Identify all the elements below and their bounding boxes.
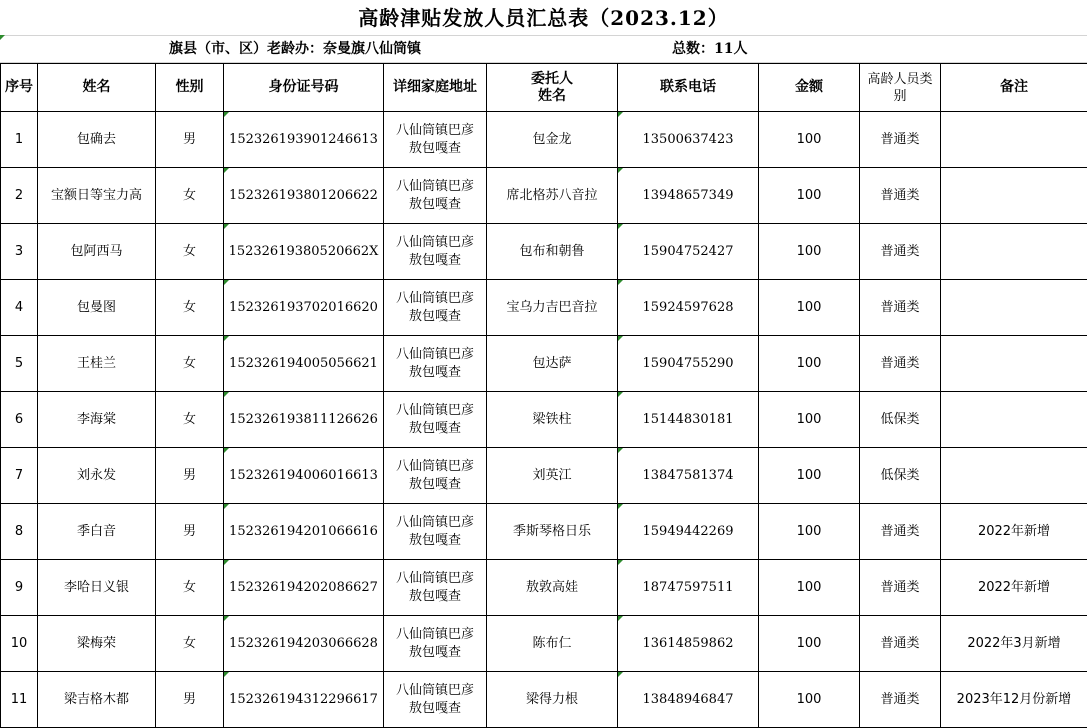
cell-proxy[interactable]: 包金龙 bbox=[487, 112, 618, 168]
table-row bbox=[1, 672, 1087, 728]
cell-proxy[interactable]: 敖敦高娃 bbox=[487, 560, 618, 616]
roster-body bbox=[1, 112, 1087, 728]
cell-phone[interactable]: 13848946847 bbox=[618, 672, 759, 728]
cell-no[interactable]: 8 bbox=[1, 504, 38, 560]
cell-id-number[interactable]: 152326194312296617 bbox=[224, 672, 384, 728]
cell-note[interactable] bbox=[941, 392, 1087, 448]
cell-amount[interactable]: 100 bbox=[759, 504, 860, 560]
cell-name[interactable]: 梁吉格木都 bbox=[38, 672, 156, 728]
cell-marker-icon bbox=[0, 35, 5, 40]
cell-gender[interactable]: 女 bbox=[156, 616, 224, 672]
cell-note[interactable] bbox=[941, 448, 1087, 504]
cell-no[interactable]: 4 bbox=[1, 280, 38, 336]
total-count: 总数：11人 bbox=[672, 41, 748, 57]
cell-gender[interactable]: 女 bbox=[156, 280, 224, 336]
address-line: 八仙筒镇巴彦 bbox=[395, 682, 474, 698]
cell-amount[interactable]: 100 bbox=[759, 168, 860, 224]
cell-id-number[interactable]: 15232619380520662X bbox=[224, 224, 384, 280]
address-line: 八仙筒镇巴彦 bbox=[395, 178, 474, 194]
address-line: 八仙筒镇巴彦 bbox=[395, 570, 474, 586]
cell-id-number[interactable]: 152326194203066628 bbox=[224, 616, 384, 672]
cell-amount[interactable]: 100 bbox=[759, 448, 860, 504]
address-line: 八仙筒镇巴彦 bbox=[395, 290, 474, 306]
cell-phone[interactable]: 13948657349 bbox=[618, 168, 759, 224]
cell-amount[interactable]: 100 bbox=[759, 560, 860, 616]
cell-address[interactable] bbox=[384, 392, 487, 448]
cell-name[interactable]: 包阿西马 bbox=[38, 224, 156, 280]
cell-gender[interactable]: 男 bbox=[156, 448, 224, 504]
address-line: 敖包嘎查 bbox=[408, 252, 461, 268]
info-row bbox=[0, 36, 1087, 63]
address-line: 八仙筒镇巴彦 bbox=[395, 626, 474, 642]
table-row bbox=[1, 448, 1087, 504]
header-phone[interactable]: 联系电话 bbox=[618, 64, 759, 112]
cell-address[interactable] bbox=[384, 504, 487, 560]
header-category[interactable] bbox=[860, 64, 941, 112]
cell-id-number[interactable]: 152326193702016620 bbox=[224, 280, 384, 336]
address-line: 敖包嘎查 bbox=[408, 420, 461, 436]
cell-amount[interactable]: 100 bbox=[759, 336, 860, 392]
cell-phone[interactable]: 15949442269 bbox=[618, 504, 759, 560]
address-line: 八仙筒镇巴彦 bbox=[395, 458, 474, 474]
cell-amount[interactable]: 100 bbox=[759, 224, 860, 280]
cell-id-number[interactable]: 152326193801206622 bbox=[224, 168, 384, 224]
cell-name[interactable]: 宝额日等宝力高 bbox=[38, 168, 156, 224]
cell-amount[interactable]: 100 bbox=[759, 616, 860, 672]
cell-phone[interactable]: 13500637423 bbox=[618, 112, 759, 168]
cell-name[interactable]: 刘永发 bbox=[38, 448, 156, 504]
cell-note[interactable] bbox=[941, 168, 1087, 224]
cell-address[interactable] bbox=[384, 168, 487, 224]
cell-amount[interactable]: 100 bbox=[759, 672, 860, 728]
table-row bbox=[1, 280, 1087, 336]
address-line: 敖包嘎查 bbox=[408, 588, 461, 604]
sheet-title: 高龄津贴发放人员汇总表（2023.12） bbox=[0, 0, 1087, 36]
address-line: 敖包嘎查 bbox=[408, 308, 461, 324]
cell-proxy[interactable]: 包达萨 bbox=[487, 336, 618, 392]
cell-proxy[interactable]: 季斯琴格日乐 bbox=[487, 504, 618, 560]
cell-amount[interactable]: 100 bbox=[759, 112, 860, 168]
cell-id-number[interactable]: 152326193811126626 bbox=[224, 392, 384, 448]
cell-name[interactable]: 包曼图 bbox=[38, 280, 156, 336]
cell-category[interactable]: 普通类 bbox=[860, 616, 941, 672]
cell-id-number[interactable]: 152326194005056621 bbox=[224, 336, 384, 392]
cell-gender[interactable]: 男 bbox=[156, 112, 224, 168]
address-line: 敖包嘎查 bbox=[408, 196, 461, 212]
header-amount[interactable]: 金额 bbox=[759, 64, 860, 112]
cell-gender[interactable]: 男 bbox=[156, 672, 224, 728]
cell-no[interactable]: 6 bbox=[1, 392, 38, 448]
area-label: 旗县（市、区）老龄办：奈曼旗八仙筒镇 bbox=[169, 41, 421, 57]
cell-name[interactable]: 王桂兰 bbox=[38, 336, 156, 392]
address-line: 敖包嘎查 bbox=[408, 644, 461, 660]
cell-address[interactable] bbox=[384, 672, 487, 728]
cell-proxy[interactable]: 梁得力根 bbox=[487, 672, 618, 728]
cell-note[interactable] bbox=[941, 224, 1087, 280]
cell-category[interactable]: 普通类 bbox=[860, 672, 941, 728]
table-row bbox=[1, 504, 1087, 560]
cell-note[interactable] bbox=[941, 112, 1087, 168]
address-line: 敖包嘎查 bbox=[408, 476, 461, 492]
cell-phone[interactable]: 18747597511 bbox=[618, 560, 759, 616]
cell-note[interactable] bbox=[941, 336, 1087, 392]
cell-note[interactable]: 2022年新增 bbox=[941, 560, 1087, 616]
cell-category[interactable]: 低保类 bbox=[860, 448, 941, 504]
cell-no[interactable]: 5 bbox=[1, 336, 38, 392]
cell-category[interactable]: 普通类 bbox=[860, 280, 941, 336]
cell-note[interactable]: 2022年3月新增 bbox=[941, 616, 1087, 672]
header-note[interactable]: 备注 bbox=[941, 64, 1087, 112]
cell-proxy[interactable]: 席北格苏八音拉 bbox=[487, 168, 618, 224]
cell-no[interactable]: 2 bbox=[1, 168, 38, 224]
cell-no[interactable]: 1 bbox=[1, 112, 38, 168]
cell-gender[interactable]: 女 bbox=[156, 560, 224, 616]
table-row bbox=[1, 616, 1087, 672]
cell-gender[interactable]: 女 bbox=[156, 336, 224, 392]
cell-proxy[interactable]: 陈布仁 bbox=[487, 616, 618, 672]
header-proxy-line1: 委托人 bbox=[531, 70, 573, 87]
cell-phone[interactable]: 15144830181 bbox=[618, 392, 759, 448]
address-line: 八仙筒镇巴彦 bbox=[395, 514, 474, 530]
cell-name[interactable]: 梁梅荣 bbox=[38, 616, 156, 672]
cell-name[interactable]: 季白音 bbox=[38, 504, 156, 560]
header-category-line2: 别 bbox=[893, 88, 907, 104]
cell-category[interactable]: 普通类 bbox=[860, 336, 941, 392]
header-id[interactable]: 身份证号码 bbox=[224, 64, 384, 112]
cell-gender[interactable]: 男 bbox=[156, 504, 224, 560]
cell-phone[interactable]: 13614859862 bbox=[618, 616, 759, 672]
cell-address[interactable] bbox=[384, 112, 487, 168]
address-line: 敖包嘎查 bbox=[408, 364, 461, 380]
cell-gender[interactable]: 女 bbox=[156, 224, 224, 280]
cell-phone[interactable]: 15924597628 bbox=[618, 280, 759, 336]
cell-category[interactable]: 普通类 bbox=[860, 112, 941, 168]
cell-no[interactable]: 3 bbox=[1, 224, 38, 280]
cell-no[interactable]: 11 bbox=[1, 672, 38, 728]
cell-category[interactable]: 低保类 bbox=[860, 392, 941, 448]
cell-gender[interactable]: 女 bbox=[156, 392, 224, 448]
address-line: 八仙筒镇巴彦 bbox=[395, 402, 474, 418]
header-proxy[interactable] bbox=[487, 64, 618, 112]
header-name[interactable]: 姓名 bbox=[38, 64, 156, 112]
cell-phone[interactable]: 15904755290 bbox=[618, 336, 759, 392]
cell-gender[interactable]: 女 bbox=[156, 168, 224, 224]
cell-phone[interactable]: 13847581374 bbox=[618, 448, 759, 504]
table-row bbox=[1, 560, 1087, 616]
cell-no[interactable]: 10 bbox=[1, 616, 38, 672]
cell-address[interactable] bbox=[384, 448, 487, 504]
address-line: 八仙筒镇巴彦 bbox=[395, 122, 474, 138]
address-line: 八仙筒镇巴彦 bbox=[395, 346, 474, 362]
roster-table bbox=[0, 63, 1087, 728]
cell-name[interactable]: 包确去 bbox=[38, 112, 156, 168]
cell-name[interactable]: 李海棠 bbox=[38, 392, 156, 448]
address-line: 敖包嘎查 bbox=[408, 532, 461, 548]
cell-category[interactable]: 普通类 bbox=[860, 168, 941, 224]
cell-note[interactable]: 2022年新增 bbox=[941, 504, 1087, 560]
cell-amount[interactable]: 100 bbox=[759, 280, 860, 336]
header-category-line1: 高龄人员类 bbox=[867, 71, 933, 87]
header-proxy-line2: 姓名 bbox=[538, 87, 566, 104]
cell-note[interactable] bbox=[941, 280, 1087, 336]
table-row bbox=[1, 168, 1087, 224]
cell-category[interactable]: 普通类 bbox=[860, 224, 941, 280]
table-row bbox=[1, 112, 1087, 168]
table-row bbox=[1, 224, 1087, 280]
cell-proxy[interactable]: 包布和朝鲁 bbox=[487, 224, 618, 280]
cell-proxy[interactable]: 梁铁柱 bbox=[487, 392, 618, 448]
cell-note[interactable]: 2023年12月份新增 bbox=[941, 672, 1087, 728]
cell-phone[interactable]: 15904752427 bbox=[618, 224, 759, 280]
header-no[interactable]: 序号 bbox=[1, 64, 38, 112]
cell-proxy[interactable]: 宝乌力吉巴音拉 bbox=[487, 280, 618, 336]
cell-no[interactable]: 9 bbox=[1, 560, 38, 616]
cell-category[interactable]: 普通类 bbox=[860, 504, 941, 560]
table-row bbox=[1, 336, 1087, 392]
cell-id-number[interactable]: 152326194006016613 bbox=[224, 448, 384, 504]
cell-proxy[interactable]: 刘英江 bbox=[487, 448, 618, 504]
cell-id-number[interactable]: 152326194201066616 bbox=[224, 504, 384, 560]
cell-name[interactable]: 李哈日义银 bbox=[38, 560, 156, 616]
cell-id-number[interactable]: 152326194202086627 bbox=[224, 560, 384, 616]
cell-category[interactable]: 普通类 bbox=[860, 560, 941, 616]
cell-address[interactable] bbox=[384, 560, 487, 616]
cell-address[interactable] bbox=[384, 224, 487, 280]
cell-address[interactable] bbox=[384, 336, 487, 392]
table-row bbox=[1, 392, 1087, 448]
cell-address[interactable] bbox=[384, 280, 487, 336]
header-address[interactable]: 详细家庭地址 bbox=[384, 64, 487, 112]
header-gender[interactable]: 性别 bbox=[156, 64, 224, 112]
address-line: 敖包嘎查 bbox=[408, 140, 461, 156]
cell-id-number[interactable]: 152326193901246613 bbox=[224, 112, 384, 168]
cell-address[interactable] bbox=[384, 616, 487, 672]
address-line: 八仙筒镇巴彦 bbox=[395, 234, 474, 250]
cell-amount[interactable]: 100 bbox=[759, 392, 860, 448]
cell-no[interactable]: 7 bbox=[1, 448, 38, 504]
address-line: 敖包嘎查 bbox=[408, 700, 461, 716]
header-row bbox=[1, 64, 1087, 112]
